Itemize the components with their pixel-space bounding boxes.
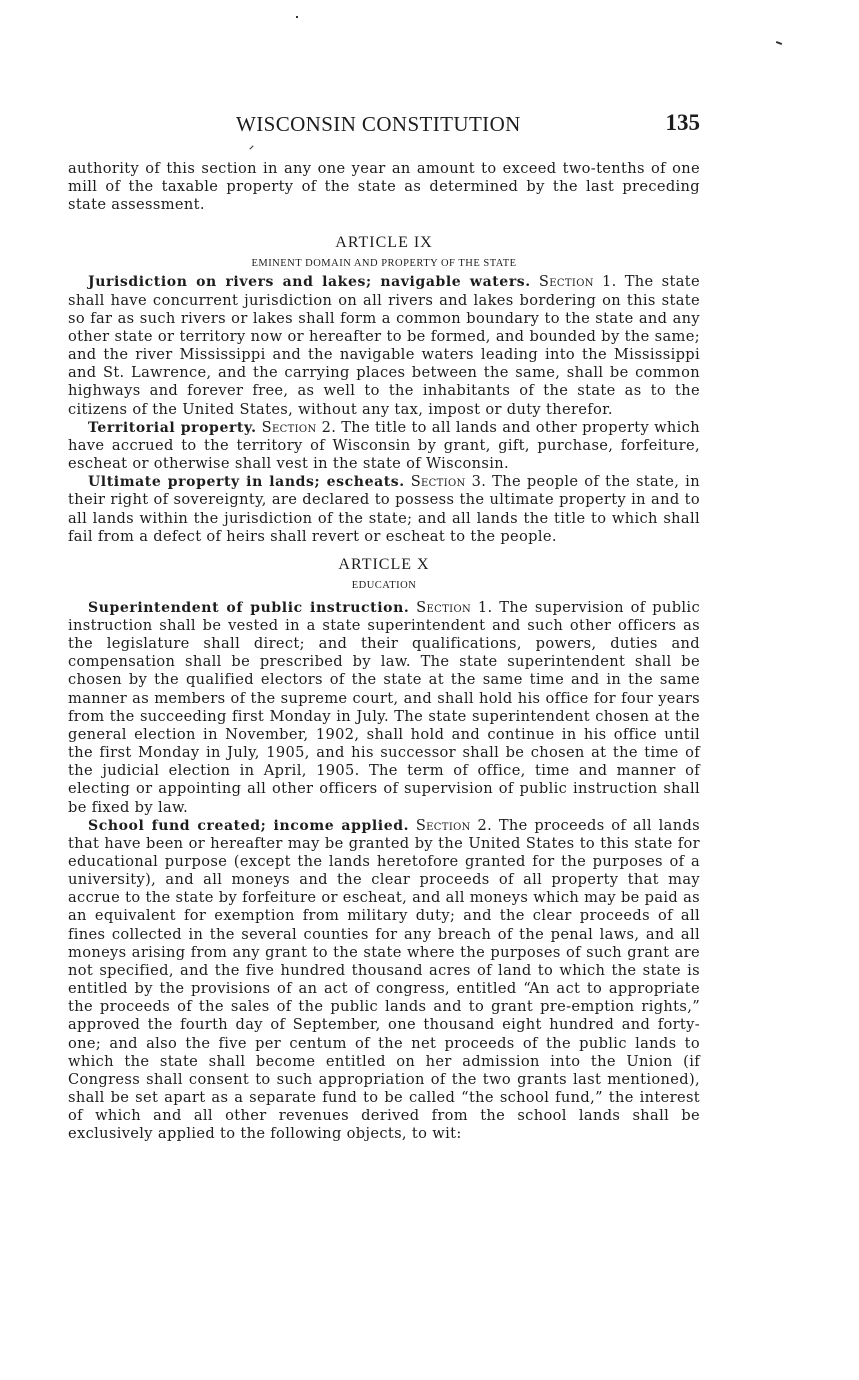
section-heading: Superintendent of public instruction. (88, 599, 410, 616)
article-x-subtitle: EDUCATION (351, 579, 417, 591)
section-label: Section 3. (410, 473, 487, 491)
section-text: The supervision of public instruction shall be vested in a state superintendent and such other officers as the legislature shall direct; and their qualifications, powers, duties and compensation shall be prescribed by law. The state superintendent shall be chosen by the qualified electors of the state at the same time and in the same manner as members of the supreme court, and shall hold his office for four years from the succeeding first Monday in July. The state superintendent chosen at the general election in November, 1902, shall hold and continue in his office until the first Monday in July, 1905, and his successor shall be chosen at the time of the judicial election in April, 1905. The term of office, time and manner of electing or appointing all other officers of supervision of public instruction shall be fixed by law. (68, 598, 700, 816)
article-x-title: ARTICLE X (338, 555, 430, 573)
scan-mark (296, 16, 298, 18)
section-label: Section 2. (415, 816, 493, 834)
running-header (68, 112, 700, 140)
section-text: The title to all lands and other property which have accrued to the territory of Wisconsin by grant, gift, purchase, forfeiture, escheat or otherwise shall vest in the state of Wisconsin. (68, 418, 700, 473)
section-paragraph (68, 817, 700, 1144)
page-number: 135 (665, 110, 700, 135)
section-label: Section 1. (538, 273, 617, 291)
section-label: Section 2. (261, 418, 337, 436)
section-paragraph (68, 273, 700, 418)
page-content (68, 112, 700, 1144)
article-ix-title: ARTICLE IX (335, 234, 433, 252)
section-label: Section 1. (416, 598, 493, 616)
section-text: The state shall have concurrent jurisdiction on all rivers and lakes bordering on this state so far as such rivers or lakes shall form a common boundary to the state and any other state or territory now or hereafter to be formed, and bounded by the same; and the river Mississippi and the navigable waters leading into the Mississippi and St. Lawrence, and the carrying places between the same, shall be common highways and forever free, as well to the inhabitants of the state as to the citizens of the United States, without any tax, impost or duty therefor. (68, 273, 700, 418)
section-paragraph (68, 419, 700, 473)
running-title: WISCONSIN CONSTITUTION (236, 112, 521, 136)
section-heading: Territorial property. (88, 419, 257, 436)
section-heading: Ultimate property in lands; escheats. (88, 474, 405, 491)
article-ix-subtitle: EMINENT DOMAIN AND PROPERTY OF THE STATE (251, 258, 517, 270)
section-paragraph (68, 599, 700, 817)
scan-mark (776, 41, 782, 45)
continued-paragraph: authority of this section in any one year an amount to exceed two-tenths of one mill of the taxable property of the state as determined by the last preceding state assessment. (68, 160, 700, 214)
section-text: The people of the state, in their right of sovereignty, are declared to possess the ultimate property in and to all lands within the jurisdiction of the state; and all lands the title to which shall fail from a defect of heirs shall revert or escheat to the people. (68, 473, 700, 545)
section-text: The proceeds of all lands that have been or hereafter may be granted by the United States to this state for educational purpose (except the lands heretofore granted for the purposes of a university), and all moneys and the clear proceeds of all property that may accrue to the state by forfeiture or escheat, and all moneys which may be paid as an equivalent for exemption from military duty; and the clear proceeds of all fines collected in the several counties for any breach of the penal laws, and all moneys arising from any grant to the state where the purposes of such grant are not specified, and the five hundred thousand acres of land to which the state is entitled by the provisions of an act of congress, entitled “An act to appropriate the proceeds of the sales of the public lands and to grant pre-emption rights,” approved the fourth day of September, one thousand eight hundred and forty-one; and also the five per centum of the net proceeds of the public lands to which the state shall become entitled on her admission into the Union (if Congress shall consent to such appropriation of the two grants last mentioned), shall be set apart as a separate fund to be called “the school fund,” the interest of which and all other revenues derived from the school lands shall be exclusively applied to the following objects, to wit: (68, 816, 700, 1143)
section-heading: Jurisdiction on rivers and lakes; navigable waters. (88, 274, 531, 291)
section-heading: School fund created; income applied. (88, 817, 410, 834)
section-paragraph (68, 473, 700, 546)
